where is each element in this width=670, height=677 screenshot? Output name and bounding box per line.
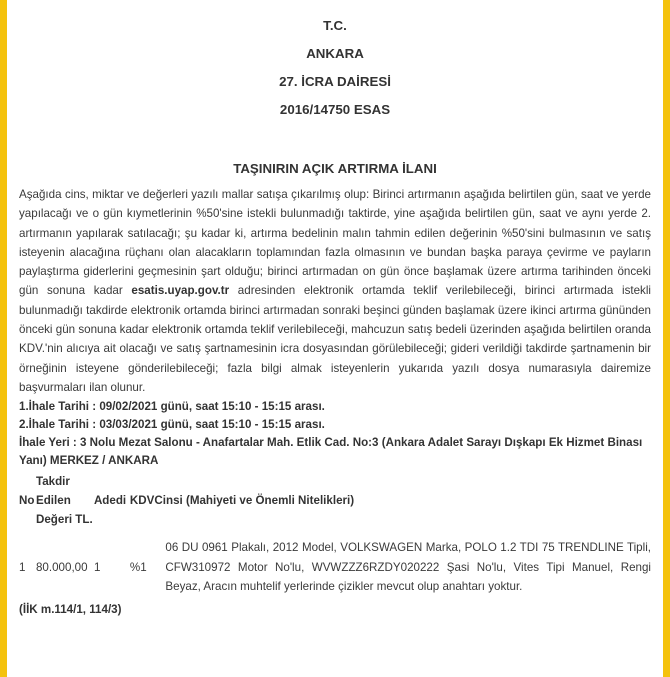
body-part-1: Aşağıda cins, miktar ve değerleri yazılı mallar satışa çıkarılmış olup: Birinci artırmanın aşağıda belirtilen gün, saat ve yerde yapılacağı ve o gün kıymetlerinin %50'sine istekli bulunmadığı taktirde, yine aşağıda belirtilen gün, saat ve aynı yerde 2. artırmanın yapılarak satılacağı; şu kadar ki, artırma bedelinin malın tahmin edilen değerinin %50'sini bulmasının ve satış isteyenin alacağına rüçhanı olan alacakların toplamından fazla olmasının ve bundan başka paraya çevirme ve payların paylaştırma giderlerini geçmesinin şart olduğu; birinci artırmadan on gün önce başlamak üzere artırma tarihinden önceki gün sonuna kadar (19, 188, 651, 298)
header-case-number: 2016/14750 ESAS (279, 102, 391, 117)
right-border-stripe (663, 0, 670, 677)
notice-document (19, 0, 651, 616)
esatis-link[interactable]: esatis.uyap.gov.tr (131, 284, 230, 298)
header-city: ANKARA (306, 46, 364, 61)
notice-body (19, 185, 651, 397)
cell-vat: %1 (129, 561, 147, 575)
cell-no: 1 (19, 561, 26, 575)
auction-location: İhale Yeri : 3 Nolu Mezat Salonu - Anafartalar Mah. Etlik Cad. No:3 (Ankara Adalet Sarayı Dışkapı Ek Hizmet Binası Yanı) MERKEZ / ANKARA (19, 436, 643, 468)
header-no: No (19, 494, 35, 508)
cell-value: 80.000,00 (35, 561, 88, 575)
notice-title: TAŞINIRIN AÇIK ARTIRMA İLANI (233, 161, 437, 176)
header-tc: T.C. (323, 18, 347, 33)
left-border-stripe (0, 0, 7, 677)
legal-footnote: (İİK m.114/1, 114/3) (19, 602, 122, 616)
table-row (19, 529, 651, 597)
document-header (19, 12, 651, 124)
first-auction-date: 1.İhale Tarihi : 09/02/2021 günü, saat 15:10 - 15:15 arası. (19, 400, 325, 414)
table-header-row (19, 472, 651, 529)
header-quantity: Adedi (93, 494, 127, 508)
second-auction-date: 2.İhale Tarihi : 03/03/2021 günü, saat 15:10 - 15:15 arası. (19, 418, 325, 432)
header-office: 27. İCRA DAİRESİ (279, 74, 391, 89)
cell-description: 06 DU 0961 Plakalı, 2012 Model, VOLKSWAGEN Marka, POLO 1.2 TDI 75 TRENDLINE Tipli, CFW310972 Motor No'lu, WVWZZZ6RZDY020222 Şasi No'lu, Vites Tipi Manuel, Rengi Beyaz, Aracın muhtelif yerlerinde çizikler mevcut olup anahtarı yoktur. (165, 541, 651, 594)
header-vat: KDV (129, 494, 155, 508)
header-value: Takdir Edilen Değeri TL. (35, 475, 93, 527)
header-description: Cinsi (Mahiyeti ve Önemli Nitelikleri) (154, 494, 355, 508)
body-part-2: adresinden elektronik ortamda teklif verilebileceği, birinci artırmada istekli bulunmadığı takdirde elektronik ortamda birinci artırmadan sonraki beşinci günden başlamak üzere ikinci artırma gününden önceki gün sonuna kadar elektronik ortamda teklif verilebileceği, mahcuzun satış bedeli üzerinden aşağıda belirtilen oranda KDV.'nin alıcıya ait olacağı ve satış şartnamesinin icra dosyasından görülebileceği; gideri verildiği takdirde şartnamenin bir örneğinin isteyene gönderilebileceği; fazla bilgi almak isteyenlerin yukarıda yazılı dosya numarasıyla dairemize başvurmaları ilan olunur. (19, 284, 651, 394)
cell-quantity: 1 (93, 561, 101, 575)
goods-table (19, 472, 651, 597)
auction-details (19, 398, 651, 470)
